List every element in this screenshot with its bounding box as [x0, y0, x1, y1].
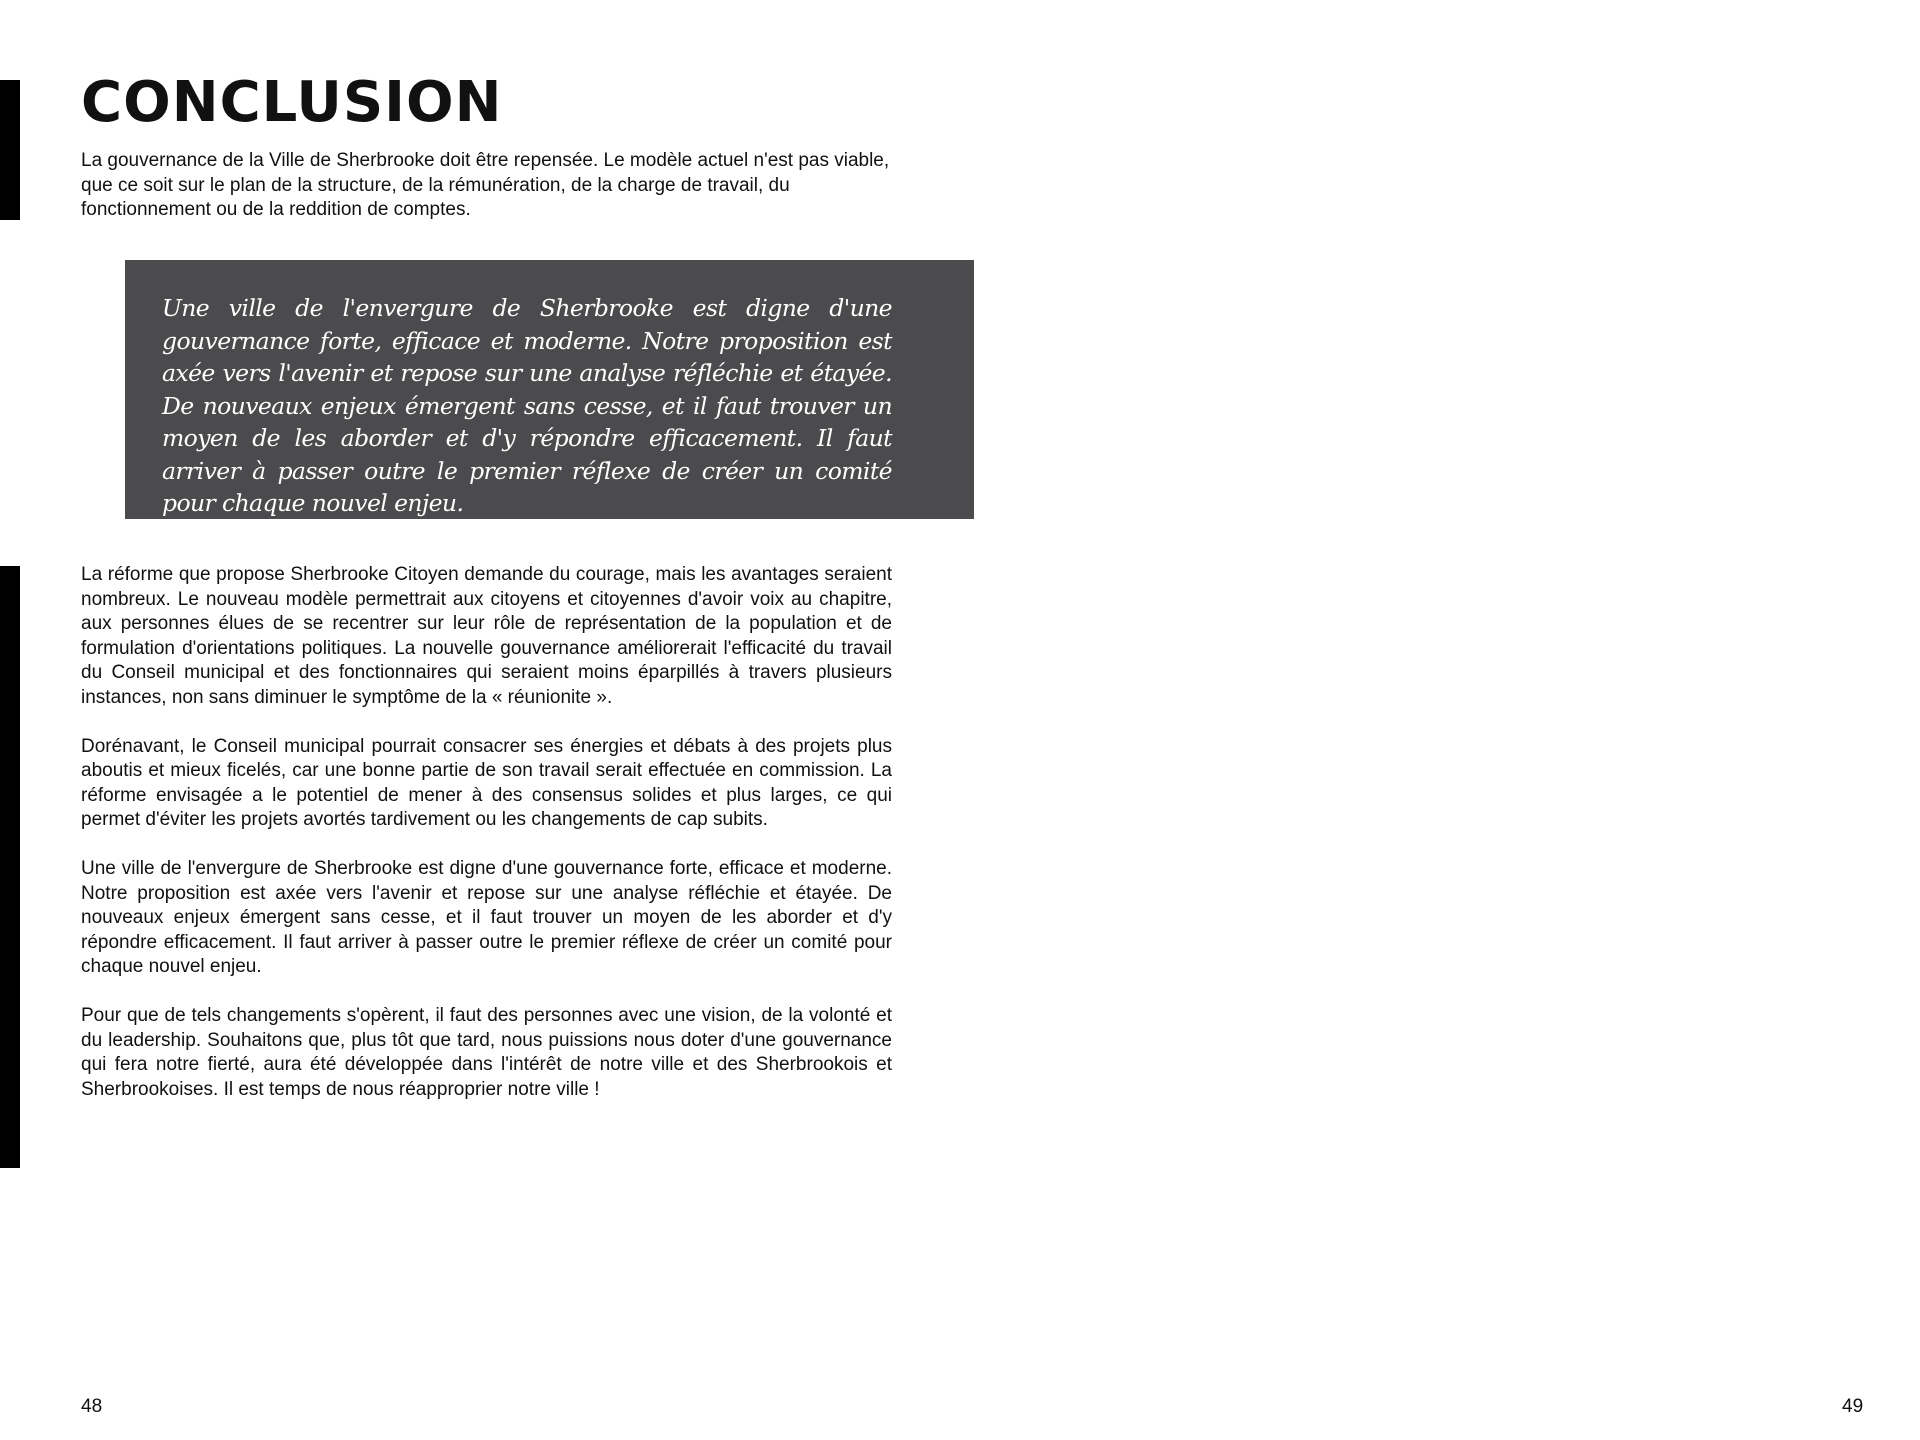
body-paragraph: La réforme que propose Sherbrooke Citoyen demande du courage, mais les avantages seraient nombreux. Le nouveau modèle permettrait aux citoyens et citoyennes d'avoir voix au chapitre, aux personnes élues de se recentrer sur leur rôle de représentation de la population et de formulation d'orientations politiques. La nouvelle gouvernance améliorerait l'efficacité du travail du Conseil municipal et des fonctionnaires qui seraient moins éparpillés à travers plusieurs instances, non sans diminuer le symptôme de la « réunionite ». — [81, 564, 892, 708]
edge-accent-bar-middle — [0, 566, 20, 1168]
page-number-right: 49 — [1842, 1396, 1864, 1417]
page-number-left: 48 — [81, 1396, 103, 1417]
body-text — [81, 563, 892, 1127]
intro-paragraph: La gouvernance de la Ville de Sherbrooke doit être repensée. Le modèle actuel n'est pas viable, que ce soit sur le plan de la structure, de la rémunération, de la charge de travail, du fonctionnement ou de la reddition de comptes. — [81, 150, 890, 220]
pull-quote-text: Une ville de l'envergure de Sherbrooke est digne d'une gouvernance forte, efficace et moderne. Notre proposition est axée vers l'avenir et repose sur une analyse réfléchie et étayée. De nouveaux enjeux émergent sans cesse, et il faut trouver un moyen de les aborder et d'y répondre efficacement. Il faut arriver à passer outre le premier réflexe de créer un comité pour chaque nouvel enjeu. — [162, 294, 892, 517]
pull-quote-box — [125, 260, 974, 519]
body-paragraph: Une ville de l'envergure de Sherbrooke est digne d'une gouvernance forte, efficace et moderne. Notre proposition est axée vers l'avenir et repose sur une analyse réfléchie et étayée. De nouveaux enjeux émergent sans cesse, et il faut trouver un moyen de les aborder et d'y répondre efficacement. Il faut arriver à passer outre le premier réflexe de créer un comité pour chaque nouvel enjeu. — [81, 858, 892, 977]
page-title: CONCLUSION — [81, 70, 503, 135]
body-paragraph: Dorénavant, le Conseil municipal pourrait consacrer ses énergies et débats à des projets plus aboutis et mieux ficelés, car une bonne partie de son travail serait effectuée en commission. La réforme envisagée a le potentiel de mener à des consensus solides et plus larges, ce qui permet d'éviter les projets avortés tardivement ou les changements de cap subits. — [81, 735, 892, 830]
body-paragraph: Pour que de tels changements s'opèrent, il faut des personnes avec une vision, de la volonté et du leadership. Souhaitons que, plus tôt que tard, nous puissions nous doter d'une gouvernance qui fera notre fierté, aura été développée dans l'intérêt de notre ville et des Sherbrookois et Sherbrookoises. Il est temps de nous réapproprier notre ville ! — [81, 1005, 892, 1100]
edge-accent-bar-top — [0, 80, 20, 220]
